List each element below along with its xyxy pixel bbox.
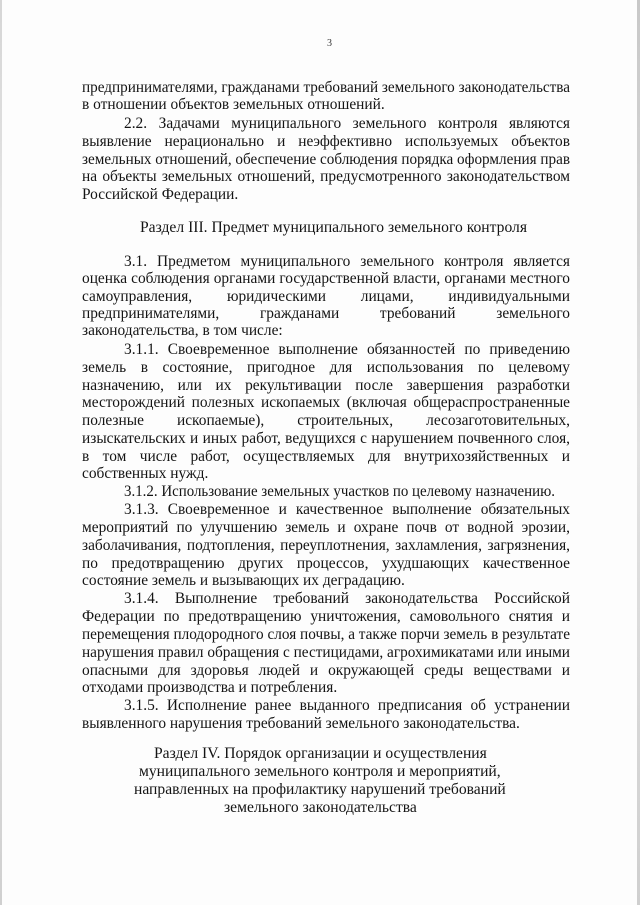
text-line: Российской Федерации. [82,186,239,203]
text-line: полезные ископаемые), строительных, лесозаготовительных, [82,412,570,429]
text-line: законодательства, в том числе: [82,322,283,339]
section-heading: земельного законодательства [224,799,417,816]
text-line: 2.2. Задачами муниципального земельного контроля являются [124,115,570,132]
text-line: 3.1.4. Выполнение требований законодательства Российской [124,590,570,607]
text-line: нарушения правил обращения с пестицидами, агрохимикатами или иными [82,644,570,661]
section-heading: направленных на профилактику нарушений требований [134,781,506,798]
text-line: состояние земель и вызывающих их деградацию. [82,572,405,589]
text-line: оценка соблюдения органами государственной власти, органами местного [82,270,570,287]
text-line: 3.1. Предметом муниципального земельного контроля является [124,253,570,270]
text-line: выявленного нарушения требований земельного законодательства. [82,715,520,732]
text-line: предпринимателями, гражданами требований земельного законодательства [82,79,570,96]
section-heading: Раздел IV. Порядок организации и осуществления [154,745,487,762]
text-line: выявление нерационально и неэффективно используемых объектов [82,133,570,150]
page-number: 3 [327,38,332,49]
text-line: Федерации по предотвращению уничтожения, самовольного снятия и [82,608,570,625]
text-line: в отношении объектов земельных отношений. [82,96,385,113]
text-line: отходами производства и потребления. [82,679,338,696]
section-heading: муниципального земельного контроля и мероприятий, [139,763,501,780]
text-line: 3.1.5. Исполнение ранее выданного предписания об устранении [124,697,570,714]
text-line: собственных нужд. [82,465,209,482]
text-line: 3.1.1. Своевременное выполнение обязанностей по приведению [124,341,570,358]
section-heading: Раздел III. Предмет муниципального земельного контроля [140,219,527,236]
text-line: земельных отношений, обеспечение соблюдения порядка оформления прав [82,151,570,168]
text-line: по предотвращению других процессов, ухудшающих качественное [82,555,570,572]
text-line: 3.1.3. Своевременное и качественное выполнение обязательных [124,501,570,518]
text-line: изыскательских и иных работ, ведущихся с нарушением почвенного слоя, [82,430,570,447]
text-line: 3.1.2. Использование земельных участков по целевому назначению. [124,483,555,500]
scan-edge-left [0,0,2,905]
text-line: на объекты земельных отношений, предусмотренного законодательством [82,168,570,185]
text-line: месторождений полезных ископаемых (включая общераспространенные [82,394,570,411]
text-line: в том числе работ, осуществляемых для внутрихозяйственных и [82,448,570,465]
text-line: мероприятий по улучшению земель и охране почв от водной эрозии, [82,519,570,536]
text-line: предпринимателями, гражданами требований земельного [82,305,570,322]
text-line: опасными для здоровья людей и окружающей среды веществами и [82,662,570,679]
text-line: заболачивания, подтопления, переуплотнения, захламления, загрязнения, [82,537,570,554]
text-line: самоуправления, юридическими лицами, индивидуальными [82,288,570,305]
text-line: перемещения плодородного слоя почвы, а также порчи земель в результате [82,626,570,643]
text-line: земель в состояние, пригодное для использования по целевому [82,359,570,376]
text-line: назначению, или их рекультивации после завершения разработки [82,377,570,394]
